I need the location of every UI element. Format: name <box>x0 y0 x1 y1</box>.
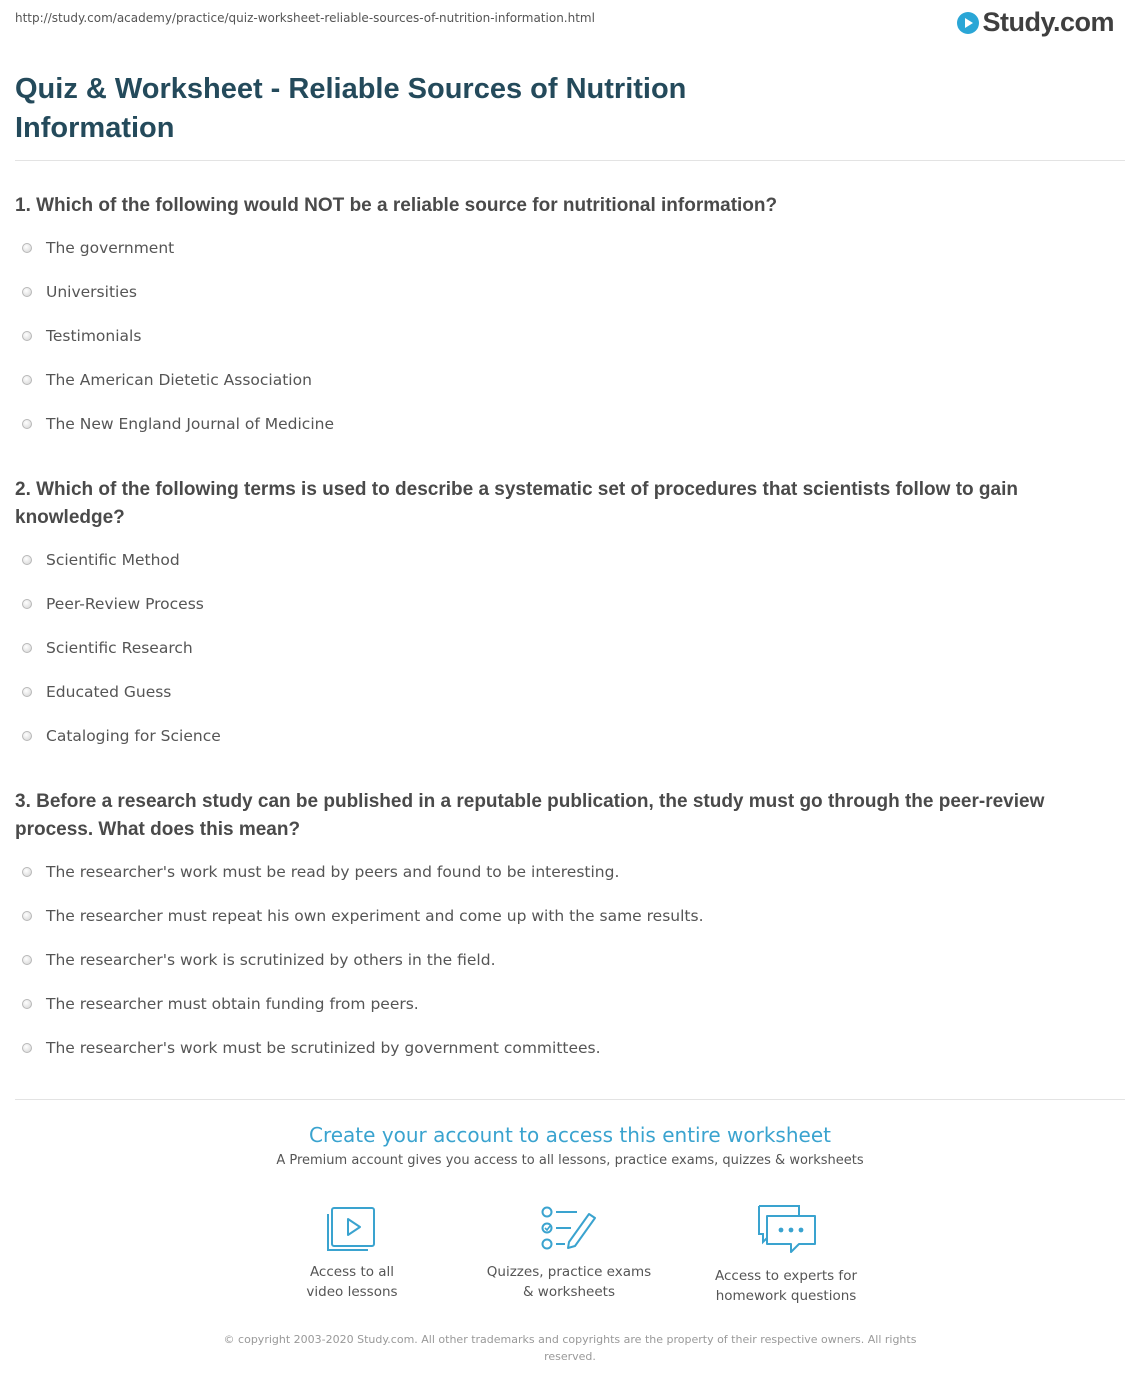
radio-button[interactable] <box>22 999 32 1009</box>
page-title: Quiz & Worksheet - Reliable Sources of Nutrition Information <box>15 73 687 144</box>
q2-option-3[interactable]: Scientific Research <box>22 639 193 657</box>
q3-option-4[interactable]: The researcher must obtain funding from peers. <box>22 995 419 1013</box>
divider <box>15 1099 1125 1100</box>
radio-button[interactable] <box>22 731 32 741</box>
divider <box>15 160 1125 161</box>
radio-button[interactable] <box>22 555 32 565</box>
q2-option-4[interactable]: Educated Guess <box>22 683 171 701</box>
q1-option-1[interactable]: The government <box>22 239 174 257</box>
feature-video-lessons: Access to all video lessons <box>262 1204 442 1302</box>
radio-button[interactable] <box>22 687 32 697</box>
question-1: 1. Which of the following would NOT be a reliable source for nutritional information? <box>15 195 778 216</box>
logo-text: Study.com <box>982 7 1114 37</box>
q3-option-2[interactable]: The researcher must repeat his own experiment and come up with the same results. <box>22 907 704 925</box>
radio-button[interactable] <box>22 243 32 253</box>
radio-button[interactable] <box>22 643 32 653</box>
radio-button[interactable] <box>22 911 32 921</box>
q2-option-2[interactable]: Peer-Review Process <box>22 595 204 613</box>
radio-button[interactable] <box>22 1043 32 1053</box>
q2-option-5[interactable]: Cataloging for Science <box>22 727 221 745</box>
q1-option-4[interactable]: The American Dietetic Association <box>22 371 312 389</box>
feature-experts: Access to experts for homework questions <box>696 1204 876 1306</box>
video-lesson-icon <box>324 1204 380 1252</box>
quiz-checklist-icon <box>539 1204 599 1252</box>
q1-option-5[interactable]: The New England Journal of Medicine <box>22 415 334 433</box>
play-logo-icon <box>957 12 979 34</box>
question-3: 3. Before a research study can be published in a reputable publication, the study must go through the peer-review process. What does this mean? <box>15 791 1045 840</box>
cta-title[interactable]: Create your account to access this entire worksheet <box>309 1123 831 1147</box>
radio-button[interactable] <box>22 599 32 609</box>
cta-subtitle: A Premium account gives you access to all lessons, practice exams, quizzes & worksheets <box>276 1153 864 1168</box>
chat-experts-icon <box>753 1204 819 1256</box>
q1-option-2[interactable]: Universities <box>22 283 137 301</box>
study-logo[interactable] <box>957 7 1114 38</box>
q3-option-5[interactable]: The researcher's work must be scrutinized by government committees. <box>22 1039 601 1057</box>
radio-button[interactable] <box>22 955 32 965</box>
q1-option-3[interactable]: Testimonials <box>22 327 141 345</box>
radio-button[interactable] <box>22 287 32 297</box>
q2-option-1[interactable]: Scientific Method <box>22 551 180 569</box>
radio-button[interactable] <box>22 419 32 429</box>
q3-option-3[interactable]: The researcher's work is scrutinized by others in the field. <box>22 951 496 969</box>
feature-quizzes: Quizzes, practice exams & worksheets <box>479 1204 659 1302</box>
radio-button[interactable] <box>22 867 32 877</box>
radio-button[interactable] <box>22 331 32 341</box>
radio-button[interactable] <box>22 375 32 385</box>
page-url: http://study.com/academy/practice/quiz-worksheet-reliable-sources-of-nutrition-information.html <box>15 11 595 25</box>
copyright-footer: © copyright 2003-2020 Study.com. All other trademarks and copyrights are the property of their respective owners. All rights reserved. <box>223 1333 917 1363</box>
q3-option-1[interactable]: The researcher's work must be read by peers and found to be interesting. <box>22 863 619 881</box>
question-2: 2. Which of the following terms is used to describe a systematic set of procedures that scientists follow to gain knowledge? <box>15 479 1018 528</box>
